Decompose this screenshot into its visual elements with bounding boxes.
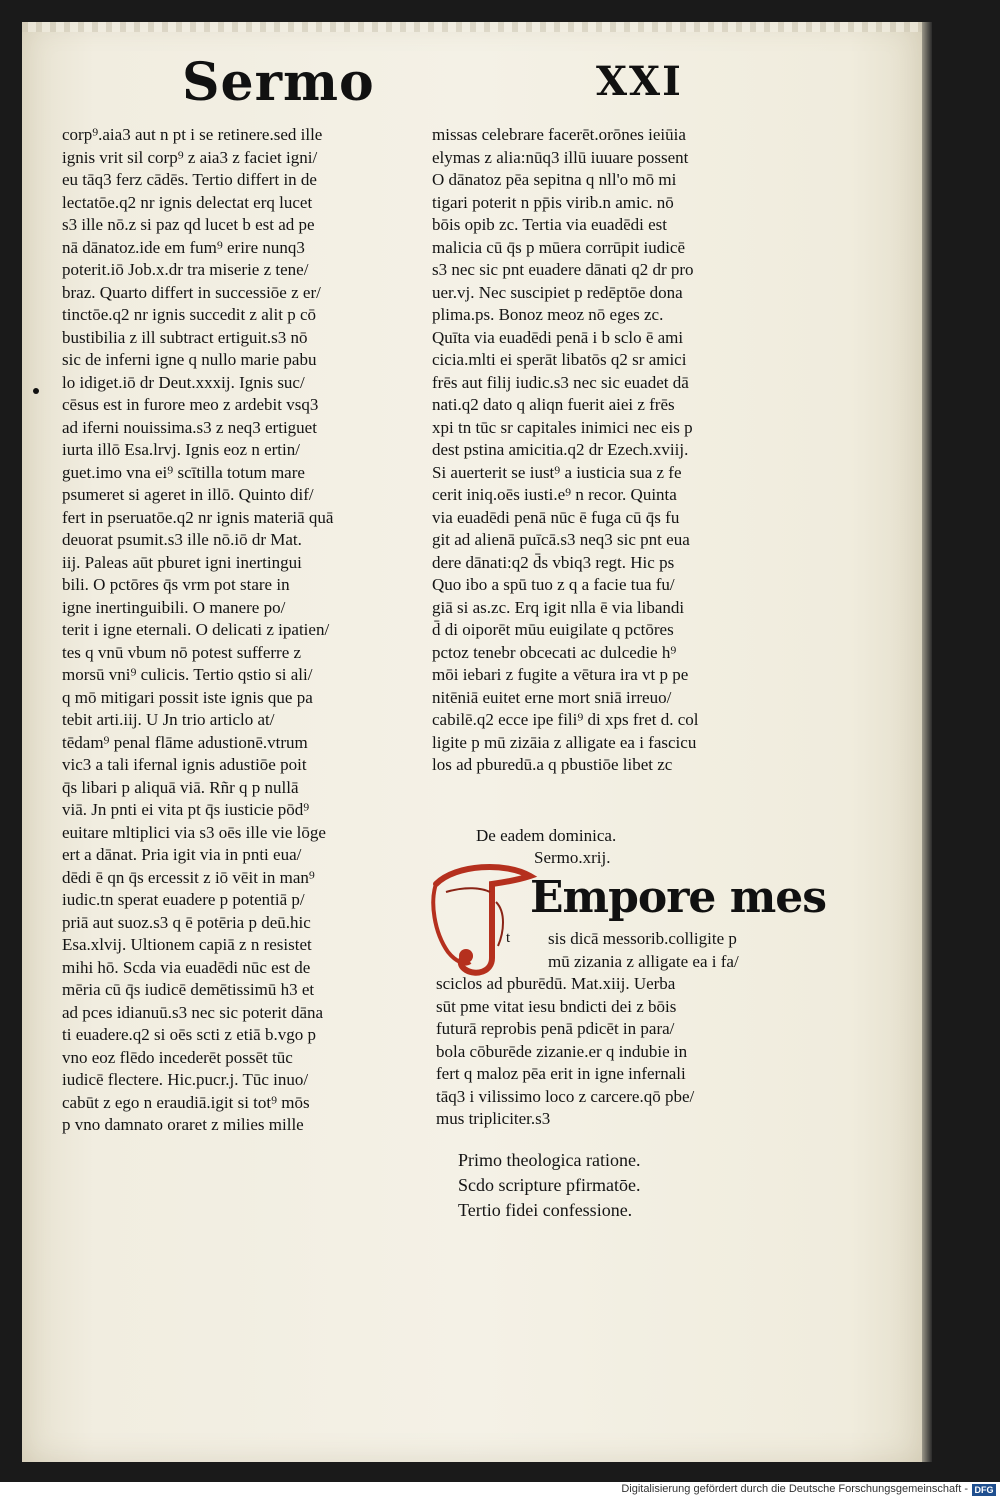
text-line: d̄ di oiporēt mūu euigilate q pctōres <box>432 620 674 639</box>
text-line: tigari poterit n pp̄is virib.n amic. nō <box>432 192 674 212</box>
text-line: sciclos ad pburēdū. Mat.xiij. Uerba <box>436 974 676 993</box>
text-line: lo idiget.iō dr Deut.xxxij. Ignis suc/ <box>62 372 305 392</box>
left-column <box>62 124 422 1137</box>
text-line: dest pstina amicitia.q2 dr Ezech.xviij. <box>432 440 689 459</box>
text-line: poterit.iō Job.x.dr tra miserie z tene/ <box>62 260 309 279</box>
margin-mark <box>33 388 39 394</box>
text-line: tinctōe.q2 nr ignis succedit z alit p cō <box>62 305 316 324</box>
text-line: tes q vnū vbum nō potest sufferre z <box>62 642 302 662</box>
division-item: Scdo scripture pfirmatōe. <box>458 1175 641 1195</box>
text-line: ti euadere.q2 si oēs scti z etiā b.vgo p <box>62 1025 316 1044</box>
folio-number: XXI <box>596 58 683 105</box>
sermon-heading: Sermo.xrij. <box>534 848 611 867</box>
text-line: tāq3 i vilissimo loco z carcere.qō pbe/ <box>436 1086 695 1106</box>
text-line: p vno damnato oraret z milies mille <box>62 1115 304 1134</box>
text-line: priā aut suoz.s3 q ē potēria p deū.hic <box>62 912 311 932</box>
text-line: bustibilia z ill subtract ertiguit.s3 nō <box>62 327 308 347</box>
text-line: git ad alienā puīcā.s3 neq3 sic pnt eua <box>432 530 690 549</box>
dfg-logo: DFG <box>972 1484 996 1496</box>
right-column <box>432 124 792 777</box>
text-line: ligite p mū zizāia z alligate ea i fascicu <box>432 732 697 752</box>
deckle-edge <box>22 22 922 32</box>
text-line: xpi tn tūc sr capitales inimici nec eis p <box>432 417 693 437</box>
text-line: s3 nec sic pnt euadere dānati q2 dr pro <box>432 260 694 279</box>
sermon-end-line: De eadem dominica. <box>476 826 617 845</box>
text-line: iudic.tn sperat euadere p potentiā p/ <box>62 890 305 909</box>
text-line: elymas z alia:nūq3 illū iuuare possent <box>432 147 689 167</box>
text-line: nitēniā euitet erne mort sniā irreuo/ <box>432 687 672 707</box>
text-line: cēsus est in furore meo z ardebit vsq3 <box>62 395 319 414</box>
text-line: bili. O pctōres q̄s vrm pot stare in <box>62 575 290 594</box>
text-line: mihi hō. Scda via euadēdi nūc est de <box>62 957 311 977</box>
text-line: terit i igne eternali. O delicati z ipatien/ <box>62 620 330 639</box>
decorated-initial <box>426 862 538 980</box>
text-line: ignis vrit sil corp⁹ z aia3 z faciet igni/ <box>62 147 318 167</box>
text-line: s3 ille nō.z si paz qd lucet b est ad pe <box>62 215 315 234</box>
text-line: tebit arti.iij. U Jn trio articlo at/ <box>62 710 275 729</box>
text-line: los ad pburedū.a q pbustiōe libet zc <box>432 755 673 774</box>
text-line: euitare mltiplici via s3 oēs ille vie lōge <box>62 822 326 842</box>
text-line: Esa.xlvij. Ultionem capiā z n resistet <box>62 935 312 954</box>
text-line: q mō mitigari possit iste ignis que pa <box>62 687 313 707</box>
text-line: futurā reprobis penā pdicēt in para/ <box>436 1019 675 1038</box>
text-line: corp⁹.aia3 aut n pt i se retinere.sed ille <box>62 125 323 144</box>
text-line: lectatōe.q2 nr ignis delectat erq lucet <box>62 192 313 212</box>
running-title: Sermo <box>182 52 375 113</box>
text-line: psumeret si ageret in illō. Quinto dif/ <box>62 485 314 504</box>
right-column-after-initial <box>548 928 739 973</box>
text-line: dere dānati:q2 d̄s vbiq3 regt. Hic ps <box>432 552 675 572</box>
text-line: bōis opib zc. Tertia via euadēdi est <box>432 215 668 234</box>
text-line: ad iferni nouissima.s3 z neq3 ertiguet <box>62 417 317 437</box>
text-line: fert in pseruatōe.q2 nr ignis materiā quā <box>62 507 334 527</box>
text-line: O dānatoz pēa sepitna q nll'o mō mi <box>432 170 677 189</box>
text-line: igne inertinguibili. O manere po/ <box>62 597 286 617</box>
text-line: sic de inferni igne q nullo marie pabu <box>62 350 317 369</box>
text-line: tēdam⁹ penal flāme adustionē.vtrum <box>62 732 308 752</box>
text-line: missas celebrare facerēt.orōnes ieiūia <box>432 125 686 144</box>
text-line: deuorat psumit.s3 ille nō.iō dr Mat. <box>62 530 302 549</box>
text-line: sis dicā messorib.colligite p <box>548 929 737 948</box>
text-line: malicia cū q̄s p mūera corrūpit iudicē <box>432 237 686 257</box>
text-line: vic3 a tali ifernal ignis adustiōe poit <box>62 755 307 774</box>
text-line: mū zizania z alligate ea i fa/ <box>548 951 739 971</box>
incipit-heading: Empore mes <box>530 872 827 923</box>
text-line: Quo ibo a spū tuo z q a facie tua fu/ <box>432 575 675 594</box>
footer-credit: Digitalisierung gefördert durch die Deutsche Forschungsgemeinschaft - <box>621 1483 968 1495</box>
text-line: dēdi ē qn q̄s ercessit z iō vēit in man⁹ <box>62 867 315 887</box>
text-line: giā si as.zc. Erq igit nlla ē via libandi <box>432 597 685 617</box>
text-line: viā. Jn pnti ei vita pt q̄s iusticie pōd⁹ <box>62 800 310 819</box>
text-line: cerit iniq.oēs iusti.e⁹ n recor. Quinta <box>432 485 677 504</box>
text-line: ad pces idianuū.s3 nec sic poterit dāna <box>62 1002 324 1022</box>
text-line: nā dānatoz.ide em fum⁹ erire nunq3 <box>62 237 305 257</box>
text-line: pctoz tenebr obcecati ac dulcedie h⁹ <box>432 642 677 662</box>
text-line: braz. Quarto differt in successiōe z er/ <box>62 282 321 302</box>
text-line: mus tripliciter.s3 <box>436 1109 551 1128</box>
division-item: Primo theologica ratione. <box>458 1150 641 1170</box>
text-line: mēria cū q̄s iudicē demētissimū h3 et <box>62 980 315 999</box>
text-line: sūt pme vitat iesu bndicti dei z bōis <box>436 996 677 1016</box>
text-line: bola cōburēde zizanie.er q indubie in <box>436 1041 688 1061</box>
text-line: uer.vj. Nec suscipiet p redēptōe dona <box>432 282 683 302</box>
text-line: cabūt z ego n eraudiā.igit si tot⁹ mōs <box>62 1092 310 1112</box>
text-line: mōi iebari z fugite a vētura ira vt p pe <box>432 665 689 684</box>
text-line: iurta illō Esa.lrvj. Ignis eoz n ertin/ <box>62 440 300 459</box>
text-line: cicia.mlti ei sperāt libatōs q2 sr amici <box>432 350 687 369</box>
text-line: eu tāq3 ferz cādēs. Tertio differt in de <box>62 170 317 189</box>
division-item: Tertio fidei confessione. <box>458 1200 633 1220</box>
right-column-bottom <box>436 973 694 1131</box>
text-line: frēs aut filij iudic.s3 nec sic euadet dā <box>432 372 689 392</box>
text-line: ert a dānat. Pria igit via in pnti eua/ <box>62 845 302 864</box>
text-line: fert q maloz pēa erit in igne infernali <box>436 1064 686 1083</box>
text-line: q̄s libari p aliquā viā. Rñr q p nullā <box>62 777 299 797</box>
text-line: Si auerterit se iust⁹ a iusticia sua z fe <box>432 462 682 482</box>
text-line: nati.q2 dato q aliqn fuerit aiei z frēs <box>432 395 675 414</box>
divisions-list <box>458 1148 640 1223</box>
text-line: guet.imo vna ei⁹ scītilla totum mare <box>62 462 305 482</box>
guide-letter: t <box>506 930 511 946</box>
text-line: iudicē flectere. Hic.pucr.j. Tūc inuo/ <box>62 1070 309 1089</box>
text-line: via euadēdi penā nūc ē fuga cū q̄s fu <box>432 507 680 527</box>
text-line: Quīta via euadēdi penā i b sclo ē ami <box>432 327 684 347</box>
text-line: vno eoz flēdo incederēt possēt tūc <box>62 1047 293 1067</box>
text-line: iij. Paleas aūt pburet igni inertingui <box>62 552 302 572</box>
page-edge-shadow <box>922 22 932 1462</box>
text-line: plima.ps. Bonoz meoz nō eges zc. <box>432 305 664 324</box>
text-line: morsū vni⁹ culicis. Tertio qstio si ali/ <box>62 665 313 684</box>
text-line: cabilē.q2 ecce ipe fili⁹ di xps fret d. col <box>432 710 699 729</box>
